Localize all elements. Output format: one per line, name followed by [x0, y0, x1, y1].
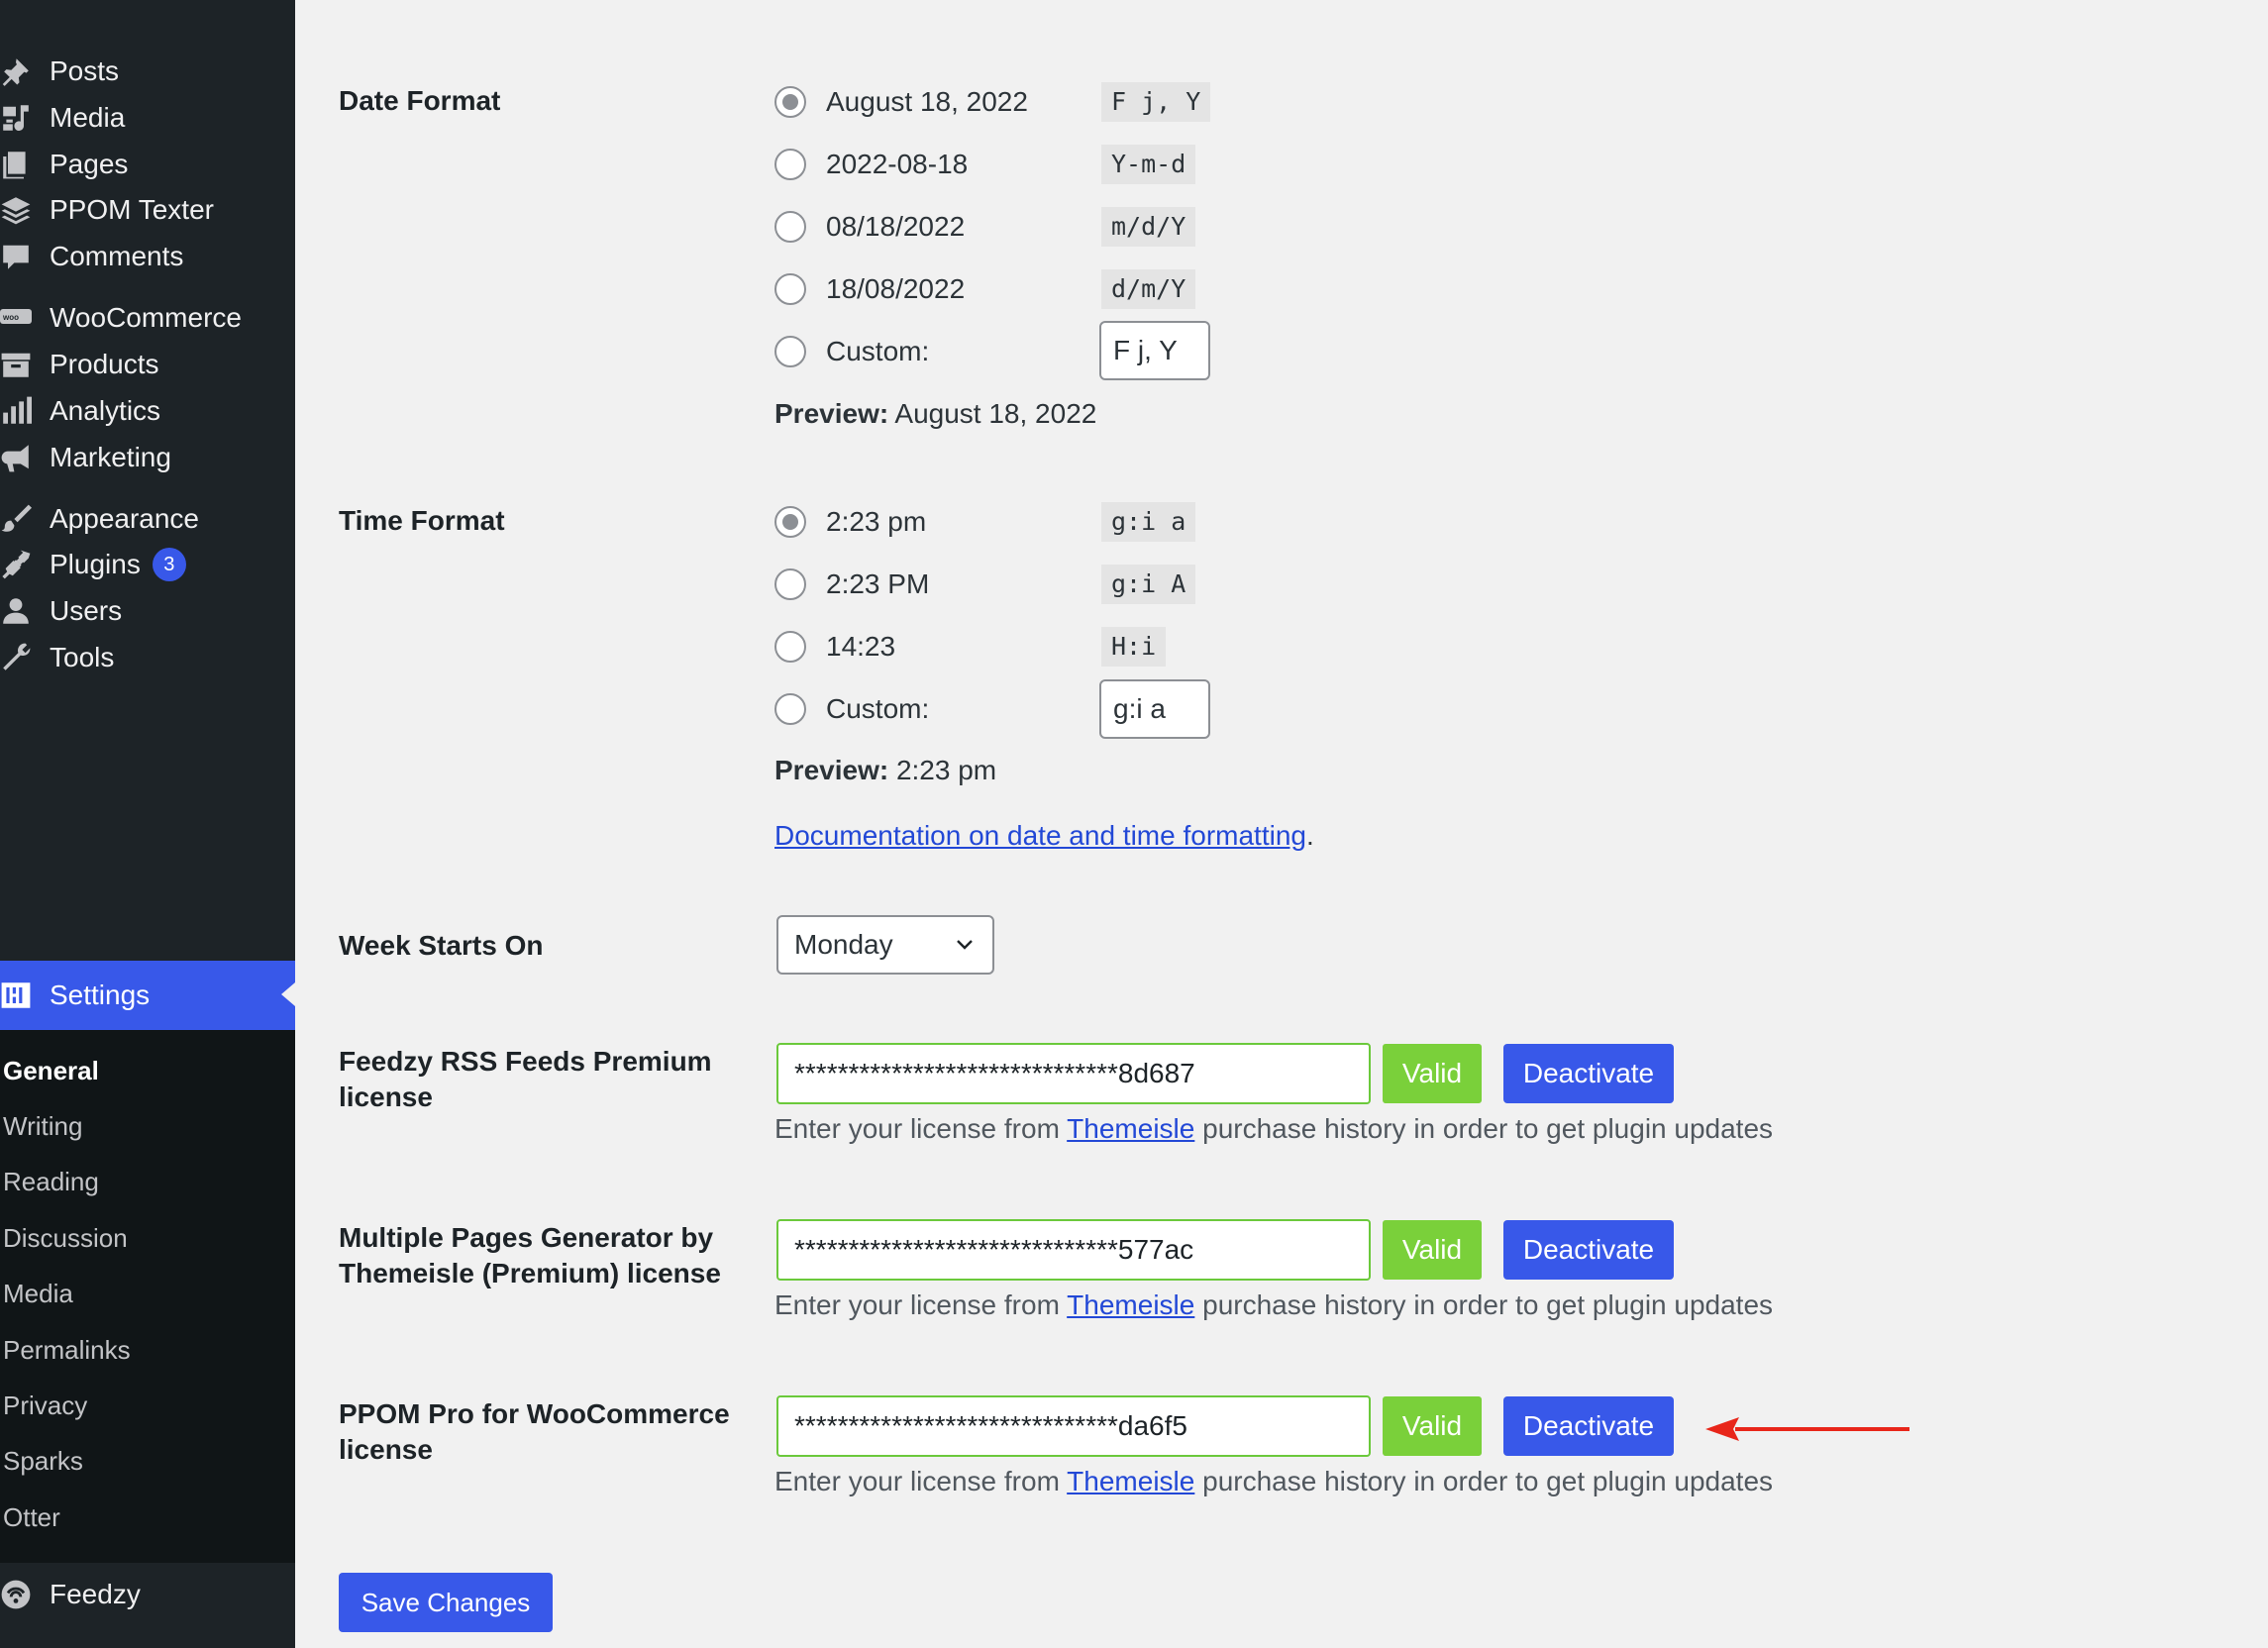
- option-label: 2:23 PM: [826, 568, 930, 599]
- radio-button[interactable]: [774, 86, 806, 118]
- help-prefix: Enter your license from: [774, 1466, 1068, 1496]
- submenu-item-sparks[interactable]: Sparks: [3, 1446, 83, 1476]
- submenu-item-writing[interactable]: Writing: [3, 1111, 83, 1141]
- submenu-item-permalinks[interactable]: Permalinks: [3, 1335, 131, 1365]
- link-suffix: .: [1305, 820, 1314, 851]
- sidebar-item-comments[interactable]: [0, 223, 295, 290]
- preview-label: Preview:: [774, 398, 889, 429]
- format-code: Y-m-d: [1101, 145, 1195, 184]
- radio-button[interactable]: [774, 149, 806, 180]
- option-label: 14:23: [826, 631, 896, 662]
- preview-label: Preview:: [774, 755, 889, 785]
- time-format-option[interactable]: [774, 627, 895, 667]
- submenu-item-media[interactable]: Media: [3, 1279, 73, 1308]
- submenu-item-privacy[interactable]: Privacy: [3, 1390, 88, 1420]
- sidebar-item-label: Marketing: [50, 442, 171, 472]
- submenu-item-discussion[interactable]: Discussion: [3, 1223, 128, 1253]
- option-label: 2022-08-18: [826, 149, 969, 179]
- label-line: license: [339, 1082, 433, 1112]
- mpg-deactivate-button[interactable]: Deactivate: [1503, 1220, 1674, 1280]
- megaphone-icon: [0, 424, 50, 491]
- date-format-option[interactable]: [774, 269, 965, 309]
- option-label: August 18, 2022: [826, 86, 1028, 117]
- admin-sidebar: [0, 0, 295, 1648]
- feedzy-license-label: [339, 1044, 712, 1115]
- wrench-icon: [0, 624, 50, 691]
- help-suffix: purchase history in order to get plugin updates: [1194, 1466, 1774, 1496]
- label-line: Themeisle (Premium) license: [339, 1258, 721, 1288]
- preview-value: August 18, 2022: [894, 398, 1097, 429]
- preview-value: 2:23 pm: [895, 755, 997, 785]
- radio-button[interactable]: [774, 693, 806, 725]
- option-label: 18/08/2022: [826, 273, 966, 304]
- date-format-option[interactable]: [774, 145, 968, 184]
- sidebar-item-label: Tools: [50, 642, 115, 672]
- date-format-option[interactable]: [774, 207, 965, 247]
- themeisle-link[interactable]: Themeisle: [1067, 1289, 1195, 1320]
- sidebar-item-label: Pages: [50, 149, 129, 179]
- help-suffix: purchase history in order to get plugin updates: [1194, 1113, 1774, 1144]
- license-help-text: [774, 1466, 1773, 1497]
- format-code: g:i A: [1101, 565, 1195, 604]
- sidebar-item-label: Comments: [50, 241, 184, 271]
- themeisle-link[interactable]: Themeisle: [1067, 1113, 1195, 1144]
- themeisle-link[interactable]: Themeisle: [1067, 1466, 1195, 1496]
- plugins-update-badge: 3: [153, 548, 186, 581]
- comment-icon: [0, 223, 50, 290]
- license-help-text: [774, 1113, 1773, 1145]
- label-line: Multiple Pages Generator by: [339, 1222, 714, 1253]
- date-format-custom-option[interactable]: [774, 332, 929, 371]
- mpg-license-label: [339, 1220, 721, 1291]
- ppom-license-label: [339, 1396, 730, 1468]
- radio-button[interactable]: [774, 568, 806, 600]
- radio-button[interactable]: [774, 506, 806, 538]
- date-format-label: Date Format: [339, 85, 501, 116]
- radio-button[interactable]: [774, 336, 806, 367]
- format-code: H:i: [1101, 627, 1166, 667]
- save-changes-button[interactable]: Save Changes: [339, 1573, 553, 1632]
- radio-button[interactable]: [774, 211, 806, 243]
- sidebar-item-label: Plugins: [50, 549, 141, 579]
- settings-submenu: [0, 1030, 295, 1563]
- sidebar-item-settings[interactable]: [0, 961, 295, 1030]
- option-label: Custom:: [826, 336, 930, 366]
- date-format-preview: [774, 398, 1096, 430]
- sidebar-item-label: Users: [50, 595, 123, 626]
- submenu-item-reading[interactable]: Reading: [3, 1167, 99, 1196]
- time-format-label: Time Format: [339, 505, 505, 536]
- sidebar-item-tools[interactable]: [0, 624, 295, 691]
- label-line: license: [339, 1434, 433, 1465]
- option-label: Custom:: [826, 693, 930, 724]
- svg-text:woo: woo: [3, 313, 19, 322]
- sidebar-item-label: Products: [50, 349, 159, 379]
- sidebar-item-label: Feedzy: [50, 1579, 141, 1609]
- submenu-item-otter[interactable]: Otter: [3, 1502, 60, 1532]
- radio-button[interactable]: [774, 631, 806, 663]
- red-arrow-icon: [1705, 1414, 1909, 1444]
- feedzy-deactivate-button[interactable]: Deactivate: [1503, 1044, 1674, 1103]
- label-line: Feedzy RSS Feeds Premium: [339, 1046, 712, 1077]
- date-format-custom-input[interactable]: F j, Y: [1099, 321, 1210, 380]
- documentation-paragraph: [774, 820, 1314, 852]
- time-format-custom-input[interactable]: g:i a: [1099, 679, 1210, 739]
- sidebar-item-label: Appearance: [50, 503, 200, 534]
- help-suffix: purchase history in order to get plugin updates: [1194, 1289, 1774, 1320]
- label-line: PPOM Pro for WooCommerce: [339, 1398, 730, 1429]
- mpg-license-input[interactable]: ******************************577ac: [776, 1219, 1371, 1281]
- format-code: d/m/Y: [1101, 269, 1195, 309]
- sidebar-item-feedzy[interactable]: [0, 1563, 295, 1626]
- chevron-down-icon: [955, 935, 975, 955]
- option-label: 08/18/2022: [826, 211, 966, 242]
- select-value: Monday: [794, 929, 893, 960]
- radio-button[interactable]: [774, 273, 806, 305]
- ppom-license-input[interactable]: ******************************da6f5: [776, 1395, 1371, 1457]
- valid-status-badge: Valid: [1383, 1396, 1482, 1456]
- valid-status-badge: Valid: [1383, 1220, 1482, 1280]
- sliders-icon: [0, 962, 50, 1029]
- help-prefix: Enter your license from: [774, 1113, 1068, 1144]
- week-starts-select[interactable]: [776, 915, 994, 975]
- time-format-option[interactable]: [774, 565, 929, 604]
- format-code: m/d/Y: [1101, 207, 1195, 247]
- help-prefix: Enter your license from: [774, 1289, 1068, 1320]
- sidebar-item-label: Analytics: [50, 395, 161, 426]
- license-help-text: [774, 1289, 1773, 1321]
- sidebar-item-marketing[interactable]: [0, 424, 295, 491]
- option-label: 2:23 pm: [826, 506, 927, 537]
- date-format-option[interactable]: [774, 82, 1028, 122]
- time-format-option[interactable]: [774, 502, 926, 542]
- sidebar-item-label: WooCommerce: [50, 302, 242, 333]
- format-code: F j, Y: [1101, 82, 1210, 122]
- sidebar-item-label: Settings: [50, 979, 151, 1010]
- time-format-custom-option[interactable]: [774, 689, 929, 729]
- sidebar-item-label: PPOM Texter: [50, 194, 214, 225]
- sidebar-item-label: Posts: [50, 55, 120, 86]
- valid-status-badge: Valid: [1383, 1044, 1482, 1103]
- ppom-deactivate-button[interactable]: Deactivate: [1503, 1396, 1674, 1456]
- time-format-preview: [774, 755, 996, 786]
- week-starts-label: Week Starts On: [339, 930, 544, 961]
- rss-icon: [0, 1561, 50, 1628]
- feedzy-license-input[interactable]: ******************************8d687: [776, 1043, 1371, 1104]
- format-code: g:i a: [1101, 502, 1195, 542]
- submenu-item-general[interactable]: General: [3, 1056, 99, 1085]
- documentation-link[interactable]: Documentation on date and time formatting: [774, 820, 1306, 851]
- sidebar-item-label: Media: [50, 102, 126, 133]
